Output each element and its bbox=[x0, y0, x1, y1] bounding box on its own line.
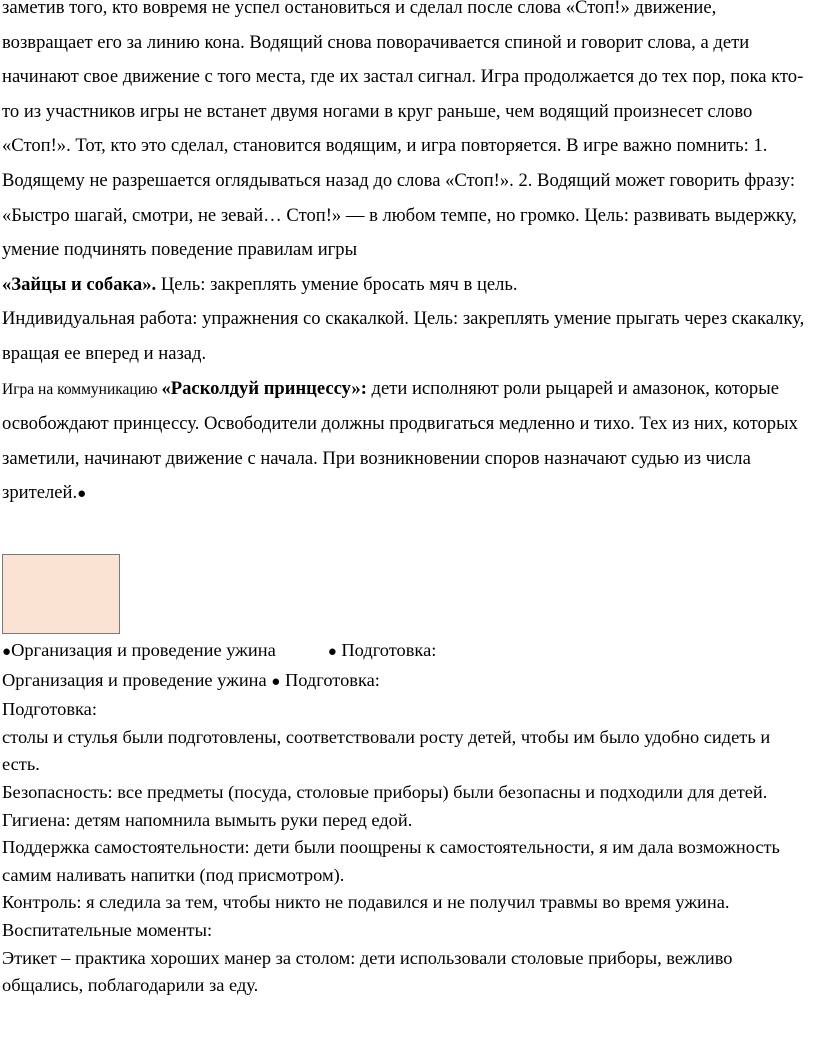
game-princess-text: дети исполняют роли рыцарей и амазонок, которые освобождают принцессу. Освободители должны продвигаться медленно и тихо. Тех из них, которых заметили, начинают движение с начала. При возникновении споров назначают судью из числа зрителей. bbox=[2, 377, 798, 504]
preparation-repeat-text: Подготовка: bbox=[280, 669, 380, 690]
lower-text-block bbox=[2, 637, 808, 1000]
bullet-icon: ● bbox=[327, 644, 337, 660]
paragraph-game-rules bbox=[2, 0, 808, 268]
paragraph-hares-and-dog bbox=[2, 268, 808, 303]
upper-text-block bbox=[2, 0, 808, 512]
dinner-heading-text: Организация и проведение ужина bbox=[11, 640, 276, 660]
game-title-princess: «Расколдуй принцессу»: bbox=[161, 377, 367, 399]
paragraph-princess-game bbox=[2, 372, 808, 512]
line-tables-chairs: столы и стулья были подготовлены, соответствовали росту детей, чтобы им было удобно сидеть и есть. bbox=[2, 726, 771, 775]
bullet-icon: ● bbox=[271, 673, 281, 690]
game-intro-label: Игра на коммуникацию bbox=[2, 380, 162, 398]
peach-shape-box bbox=[2, 554, 120, 634]
bullet-icon: ● bbox=[2, 644, 12, 660]
line-hygiene: Гигиена: детям напомнила вымыть руки перед едой. bbox=[2, 809, 413, 830]
paragraph-game-rules-text: заметив того, кто вовремя не успел остановиться и сделал после слова «Стоп!» движение, возвращает его за линию кона. Водящий снова поворачивается спиной и говорит слова, а дети начинают свое движение с того места, где их застал сигнал. Игра продолжается до тех пор, пока кто-то из участников игры не встанет двумя ногами в круг раньше, чем водящий произнесет слово «Стоп!». Тот, кто это сделал, становится водящим, и игра повторяется. В игре важно помнить: 1. Водящему не разрешается оглядываться назад до слова «Стоп!». 2. Водящий может говорить фразу: «Быстро шагай, смотри, не зевай… Стоп!» — в любом темпе, но громко. Цель: развивать выдержку, умение подчинять поведение правилам игры bbox=[2, 0, 804, 261]
line-dinner-heading bbox=[2, 637, 808, 667]
line-independence: Поддержка самостоятельности: дети были поощрены к самостоятельности, я им дала возможность самим наливать напитки (под присмотром). bbox=[2, 837, 780, 885]
game-goal-hares: Цель: закреплять умение бросать мяч в цель. bbox=[156, 273, 518, 295]
dinner-repeat-text: Организация и проведение ужина bbox=[2, 669, 272, 690]
line-preparation-label: Подготовка: bbox=[2, 699, 97, 720]
line-educational-moments: Воспитательные моменты: bbox=[2, 919, 213, 940]
game-title-hares: «Зайцы и собака». bbox=[2, 273, 157, 295]
line-control: Контроль: я следила за тем, чтобы никто не подавился и не получил травмы во время ужина. bbox=[2, 892, 730, 913]
line-safety: Безопасность: все предметы (посуда, столовые приборы) были безопасны и подходили для детей. bbox=[2, 781, 768, 802]
line-etiquette: Этикет – практика хороших манер за столом: дети использовали столовые приборы, вежливо общались, поблагодарили за еду. bbox=[2, 947, 733, 996]
line-dinner-repeat bbox=[2, 667, 808, 697]
bullet-icon: ● bbox=[77, 486, 87, 503]
paragraph-individual-work bbox=[2, 302, 808, 371]
preparation-heading-text: Подготовка: bbox=[336, 640, 437, 660]
individual-work-text: Индивидуальная работа: упражнения со скакалкой. Цель: закреплять умение прыгать через скакалку, вращая ее вперед и назад. bbox=[2, 308, 805, 364]
